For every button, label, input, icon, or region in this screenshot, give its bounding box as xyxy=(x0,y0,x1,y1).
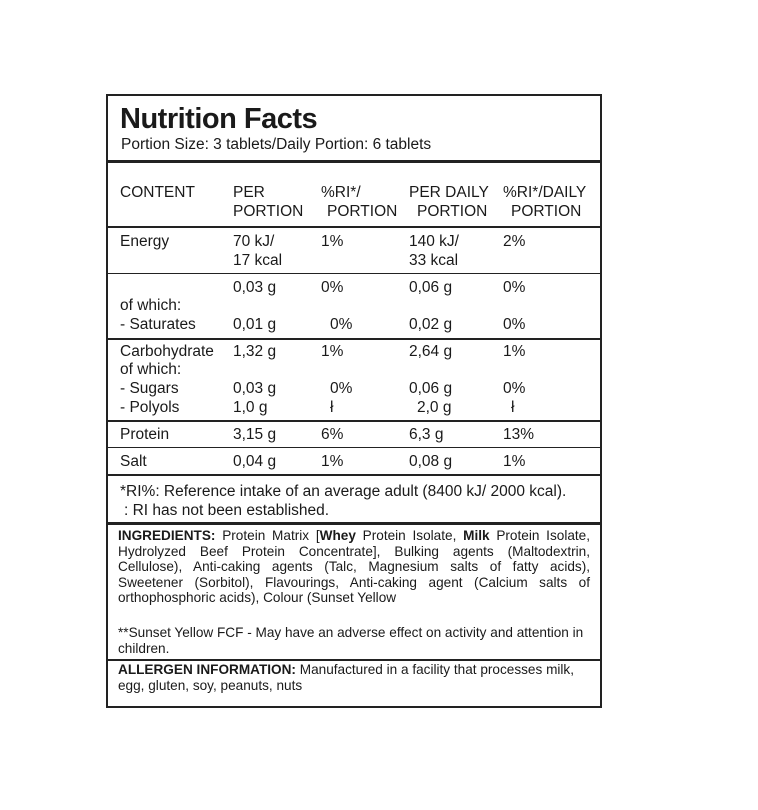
footnote-ri-not-established: : RI has not been established. xyxy=(124,502,330,519)
portion-size-line: Portion Size: 3 tablets/Daily Portion: 6 tablets xyxy=(121,136,432,153)
header-content: CONTENT xyxy=(120,184,195,201)
row-protein-ri-portion: 6% xyxy=(321,426,344,443)
divider xyxy=(108,659,600,661)
row-salt-ri-daily: 1% xyxy=(503,453,526,470)
allergen-milk: Milk xyxy=(463,528,490,543)
row-saturates-per-portion: 0,01 g xyxy=(233,316,277,333)
row-fat-ri-portion: 0% xyxy=(321,279,344,296)
row-sugars-label: - Sugars xyxy=(120,380,179,397)
row-energy-per-portion-kcal: 17 kcal xyxy=(233,252,283,269)
header-per-portion-line2: PORTION xyxy=(233,203,304,220)
header-ri-daily-line1: %RI*/DAILY xyxy=(503,184,587,201)
row-carbohydrate-per-portion: 1,32 g xyxy=(233,343,277,360)
label-title: Nutrition Facts xyxy=(120,103,318,135)
row-polyols-ri-portion: ł xyxy=(330,399,334,416)
sunset-yellow-warning: **Sunset Yellow FCF - May have an adverse effect on activity and attention in children. xyxy=(118,625,584,656)
nutrition-label xyxy=(106,94,602,708)
row-protein-ri-daily: 13% xyxy=(503,426,535,443)
row-protein-per-daily: 6,3 g xyxy=(409,426,444,443)
divider-thick xyxy=(108,160,600,163)
row-sugars-per-daily: 0,06 g xyxy=(409,380,453,397)
row-energy-ri-portion: 1% xyxy=(321,233,344,250)
divider xyxy=(108,338,600,340)
ingredients-text: INGREDIENTS: Protein Matrix [Whey Protein Isolate, Milk Protein Isolate, Hydrolyzed Beef Protein Concentrate], Bulking agents (Maltodextrin, Cellulose), Anti-caking agents (Talc, Magnesium salts of fatty acids), Sweetener (Sorbitol), Flavourings, Anti-caking agent (Calcium salts of orthophosphoric acids), Colour (Sunset Yellow xyxy=(118,528,591,605)
header-per-portion-line1: PER xyxy=(233,184,265,201)
divider xyxy=(108,226,600,228)
row-protein-per-portion: 3,15 g xyxy=(233,426,277,443)
row-salt-label: Salt xyxy=(120,453,147,470)
row-polyols-per-daily: 2,0 g xyxy=(417,399,452,416)
divider xyxy=(108,273,600,274)
row-carbohydrate-of-which: of which: xyxy=(120,361,182,378)
row-fat-per-portion: 0,03 g xyxy=(233,279,277,296)
row-energy-per-daily: 140 kJ/ xyxy=(409,233,459,250)
header-ri-portion-line1: %RI*/ xyxy=(321,184,361,201)
row-carbohydrate-ri-portion: 1% xyxy=(321,343,344,360)
row-protein-label: Protein xyxy=(120,426,170,443)
divider xyxy=(108,420,600,422)
row-saturates-label: - Saturates xyxy=(120,316,196,333)
row-saturates-ri-daily: 0% xyxy=(503,316,526,333)
row-energy-per-portion: 70 kJ/ xyxy=(233,233,275,250)
row-polyols-per-portion: 1,0 g xyxy=(233,399,268,416)
row-sugars-per-portion: 0,03 g xyxy=(233,380,277,397)
row-polyols-ri-daily: ł xyxy=(511,399,515,416)
row-fat-of-which: of which: xyxy=(120,297,182,314)
divider-thick xyxy=(108,522,600,525)
allergen-label: ALLERGEN INFORMATION: xyxy=(118,662,296,677)
header-per-daily-line2: PORTION xyxy=(417,203,488,220)
row-sugars-ri-daily: 0% xyxy=(503,380,526,397)
header-per-daily-line1: PER DAILY xyxy=(409,184,489,201)
allergen-whey: Whey xyxy=(319,528,356,543)
row-fat-per-daily: 0,06 g xyxy=(409,279,453,296)
row-carbohydrate-ri-daily: 1% xyxy=(503,343,526,360)
footnote-reference-intake: *RI%: Reference intake of an average adult (8400 kJ/ 2000 kcal). xyxy=(120,483,567,500)
row-saturates-per-daily: 0,02 g xyxy=(409,316,453,333)
header-ri-portion-line2: PORTION xyxy=(327,203,398,220)
row-carbohydrate-per-daily: 2,64 g xyxy=(409,343,453,360)
row-salt-per-daily: 0,08 g xyxy=(409,453,453,470)
row-fat-ri-daily: 0% xyxy=(503,279,526,296)
row-energy-ri-daily: 2% xyxy=(503,233,526,250)
row-polyols-label: - Polyols xyxy=(120,399,180,416)
divider xyxy=(108,447,600,448)
row-energy-label: Energy xyxy=(120,233,170,250)
allergen-information: ALLERGEN INFORMATION: Manufactured in a facility that processes milk, egg, gluten, soy, peanuts, nuts xyxy=(118,662,575,693)
header-ri-daily-line2: PORTION xyxy=(511,203,582,220)
row-sugars-ri-portion: 0% xyxy=(330,380,353,397)
row-carbohydrate-label: Carbohydrate xyxy=(120,343,214,360)
row-salt-ri-portion: 1% xyxy=(321,453,344,470)
row-energy-per-daily-kcal: 33 kcal xyxy=(409,252,459,269)
divider xyxy=(108,474,600,476)
row-salt-per-portion: 0,04 g xyxy=(233,453,277,470)
ingredients-label: INGREDIENTS: xyxy=(118,528,216,543)
row-saturates-ri-portion: 0% xyxy=(330,316,353,333)
